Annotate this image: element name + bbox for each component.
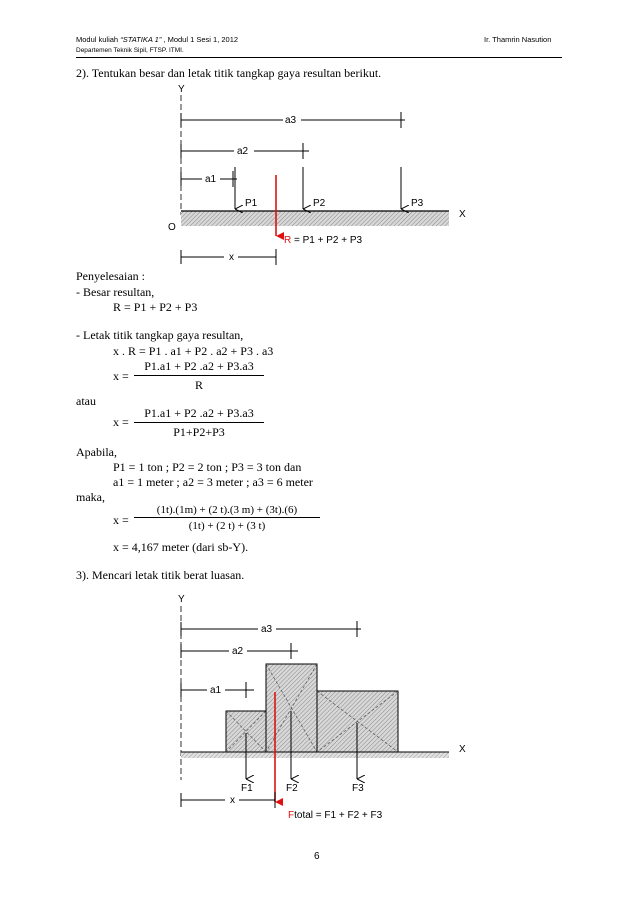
fig2-f3-label: F3 — [352, 783, 364, 794]
given-forces: P1 = 1 ton ; P2 = 2 ton ; P3 = 3 ton dan — [113, 460, 302, 474]
fig2-f1-label: F1 — [241, 783, 253, 794]
fig2-a1-label: a1 — [210, 685, 222, 696]
fig1-x-axis-label: X — [459, 209, 466, 220]
equation-resultant: R = P1 + P2 + P3 — [113, 300, 198, 314]
fig2-x-axis-label: X — [459, 744, 466, 755]
x-equals-2: x = — [113, 415, 129, 429]
fraction-2: $\frac{P1.a1 + P2 .a2 + P3.a3}{P1+P2+P3}$ — [134, 406, 264, 440]
fig2-x-label: x — [230, 795, 235, 806]
solution-item-location: - Letak titik tangkap gaya resultan, — [76, 328, 244, 342]
fraction-1: $\frac{P1.a1 + P2 .a2 + P3.a3}{R}$ — [134, 359, 264, 393]
text-atau: atau — [76, 394, 96, 408]
header-department: Departemen Teknik Sipil, FTSP. ITMI. — [76, 47, 184, 54]
given-distances: a1 = 1 meter ; a2 = 3 meter ; a3 = 6 meter — [113, 475, 313, 489]
header-course: Modul kuliah “STATIKA 1” , Modul 1 Sesi 1, 2012 — [76, 35, 239, 44]
problem2-title: 2). Tentukan besar dan letak titik tangkap gaya resultan berikut. — [76, 66, 382, 80]
fig2-y-axis-label: Y — [178, 594, 185, 605]
fig2-a3-label: a3 — [261, 624, 273, 635]
fig2-f2-label: F2 — [286, 783, 298, 794]
fig1-origin-label: O — [168, 222, 176, 233]
fig2-total-label: Ftotal = F1 + F2 + F3 — [288, 810, 383, 821]
x-equals-1: x = — [113, 369, 129, 383]
x-equals-3: x = — [113, 513, 129, 527]
solution-heading: Penyelesaian : — [76, 269, 145, 283]
header-author: Ir. Thamrin Nasution — [484, 35, 552, 44]
page-number: 6 — [314, 851, 320, 862]
fraction-3: $\frac{(1t).(1m) + (2 t).(3 m) + (3t).(6)}{(1t) + (2 t) + (3 t)}$ — [134, 504, 320, 532]
equation-moment: x . R = P1 . a1 + P2 . a2 + P3 . a3 — [113, 344, 274, 358]
fig1-p2-label: P2 — [313, 198, 326, 209]
fig1-a2-label: a2 — [237, 146, 249, 157]
fig1-resultant-label: R = P1 + P2 + P3 — [284, 235, 363, 246]
text-maka: maka, — [76, 490, 105, 504]
fig1-y-axis-label: Y — [178, 84, 185, 95]
fig1-a3-label: a3 — [285, 115, 297, 126]
fig2-ground — [181, 752, 449, 758]
fig1-beam — [181, 211, 449, 226]
fig1-p1-label: P1 — [245, 198, 258, 209]
result-x: x = 4,167 meter (dari sb-Y). — [113, 540, 249, 554]
fig1-x-label: x — [229, 252, 234, 263]
fig1-p3-label: P3 — [411, 198, 424, 209]
text-apabila: Apabila, — [76, 445, 117, 459]
problem3-title: 3). Mencari letak titik berat luasan. — [76, 568, 245, 582]
fig1-a1-label: a1 — [205, 174, 217, 185]
fig2-a2-label: a2 — [232, 646, 244, 657]
solution-item-magnitude: - Besar resultan, — [76, 285, 155, 299]
